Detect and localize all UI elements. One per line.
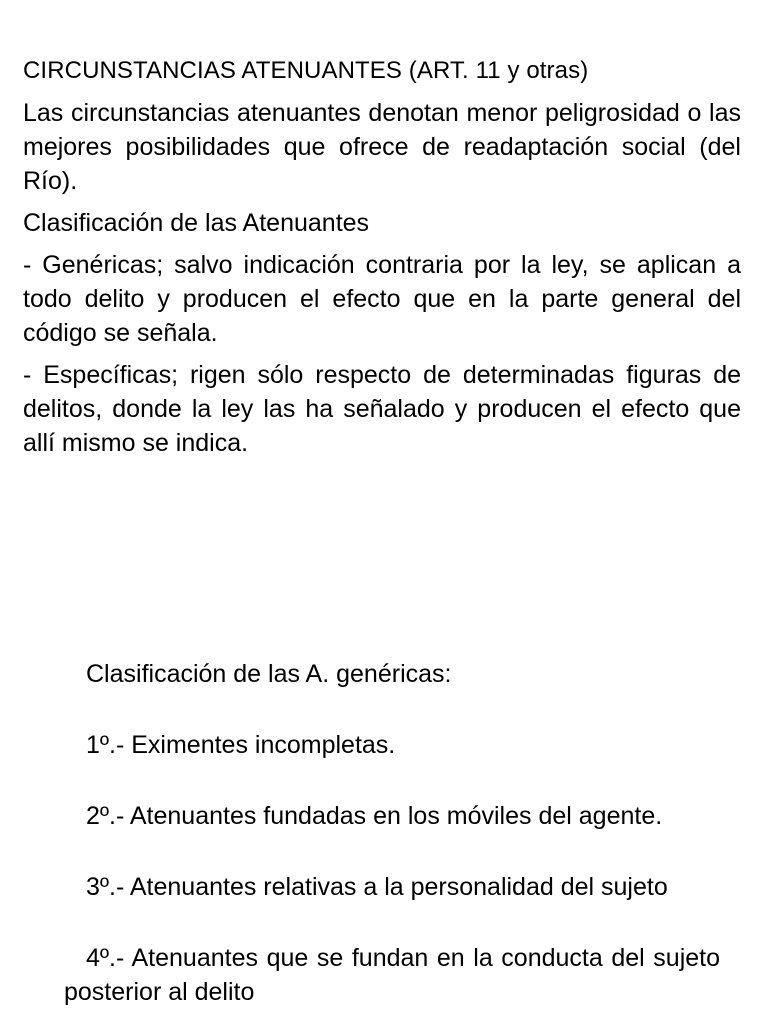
list-item: 3º.- Atenuantes relativas a la personalidad del sujeto	[86, 873, 668, 901]
generic-classification-heading: Clasificación de las A. genéricas:	[86, 660, 452, 688]
top-text-block	[23, 54, 741, 468]
especificas-paragraph: - Específicas; rigen sólo respecto de determinadas figuras de delitos, donde la ley las ha señalado y producen el efecto que allí mismo se indica.	[23, 361, 741, 457]
intro-paragraph: Las circunstancias atenuantes denotan menor peligrosidad o las mejores posibilidades que ofrece de readaptación social (del Río).	[23, 99, 741, 195]
generic-classification-block	[64, 657, 720, 1024]
list-item: 4º.- Atenuantes que se fundan en la conducta del sujeto posterior al delito	[64, 944, 720, 1006]
genericas-paragraph: - Genéricas; salvo indicación contraria por la ley, se aplican a todo delito y producen el efecto que en la parte general del código se señala.	[23, 251, 741, 347]
classification-heading: Clasificación de las Atenuantes	[23, 209, 370, 237]
list-item: 1º.- Eximentes incompletas.	[86, 731, 396, 759]
document-title: CIRCUNSTANCIAS ATENUANTES (ART. 11 y otras)	[23, 57, 589, 84]
list-item: 2º.- Atenuantes fundadas en los móviles del agente.	[86, 802, 663, 830]
